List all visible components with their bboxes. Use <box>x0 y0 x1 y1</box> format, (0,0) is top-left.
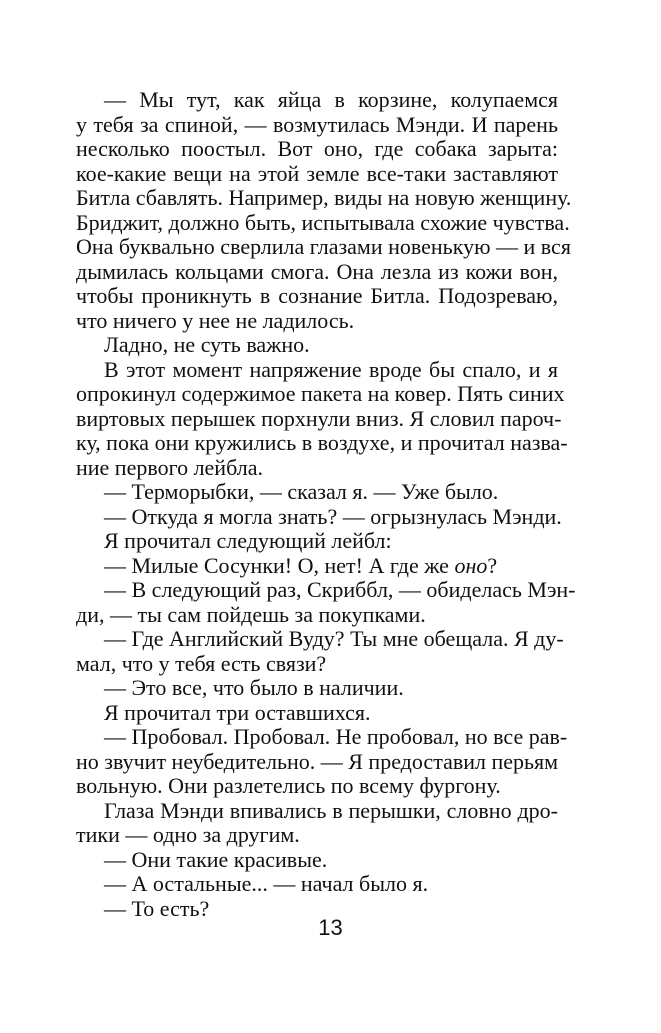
text-line: тики — одно за другим. <box>76 822 300 847</box>
text-line: ди, — ты сам пойдешь за покупками. <box>76 601 426 627</box>
text-line-end: ? <box>487 552 498 578</box>
text-line-start: — Милые Сосунки! О, нет! А где же <box>104 552 455 578</box>
text-line: Битла сбавлять. Например, виды на новую женщину. <box>76 185 572 210</box>
body-text <box>76 87 576 921</box>
text-line: виртовых перышек порхнули вниз. Я словил пароч- <box>76 405 562 431</box>
text-line: вольную. Они разлетелись по всему фургону. <box>76 773 501 798</box>
text-line: Я прочитал следующий лейбл: <box>104 528 392 553</box>
text-line: Ладно, не суть важно. <box>104 332 310 357</box>
text-line: Я прочитал три оставшихся. <box>104 699 371 725</box>
text-line: — Терморыбки, — сказал я. — Уже было. <box>104 479 499 504</box>
text-line: Глаза Мэнди впивались в перышки, словно дро- <box>104 797 558 823</box>
text-line: дымилась кольцами смога. Она лезла из кожи вон, <box>76 258 558 284</box>
text-line: ние первого лейбла. <box>76 454 263 480</box>
text-line: — Откуда я могла знать? — огрызнулась Мэнди. <box>104 503 562 529</box>
text-line: кое-какие вещи на этой земле все-таки заставляют <box>76 160 558 186</box>
page-number: 13 <box>318 915 343 940</box>
text-line: В этот момент напряжение вроде бы спало, и я <box>104 356 558 382</box>
italic-word: оно <box>454 552 488 578</box>
text-line: — Мы тут, как яйца в корзине, колупаемся <box>104 87 558 112</box>
text-line: — Они такие красивые. <box>104 846 328 872</box>
text-line: Бриджит, должно быть, испытывала схожие чувства. <box>76 209 570 235</box>
text-line: у тебя за спиной, — возмутилась Мэнди. И парень <box>76 111 558 137</box>
text-line: мал, что у тебя есть связи? <box>76 650 327 676</box>
text-line: — Где Английский Вуду? Ты мне обещала. Я ду- <box>104 626 564 651</box>
text-line: — А остальные... — начал было я. <box>104 871 429 896</box>
text-line: — Это все, что было в наличии. <box>104 675 404 700</box>
text-line: но звучит неубедительно. — Я предоставил перьям <box>76 748 559 774</box>
text-line: — В следующий раз, Скриббл, — обиделась Мэн- <box>104 577 576 602</box>
text-line <box>76 554 558 579</box>
text-line: что ничего у нее не ладилось. <box>76 307 355 333</box>
text-line: чтобы проникнуть в сознание Битла. Подозреваю, <box>76 283 558 308</box>
text-line: несколько поостыл. Вот оно, где собака зарыта: <box>76 136 558 161</box>
text-line: опрокинул содержимое пакета на ковер. Пять синих <box>76 381 565 406</box>
text-line: ку, пока они кружились в воздухе, и прочитал назва- <box>76 430 568 455</box>
text-line: — То есть? <box>104 895 210 921</box>
text-line: Она буквально сверлила глазами новенькую — и вся <box>76 234 571 259</box>
text-line: — Пробовал. Пробовал. Не пробовал, но все рав- <box>104 724 568 749</box>
